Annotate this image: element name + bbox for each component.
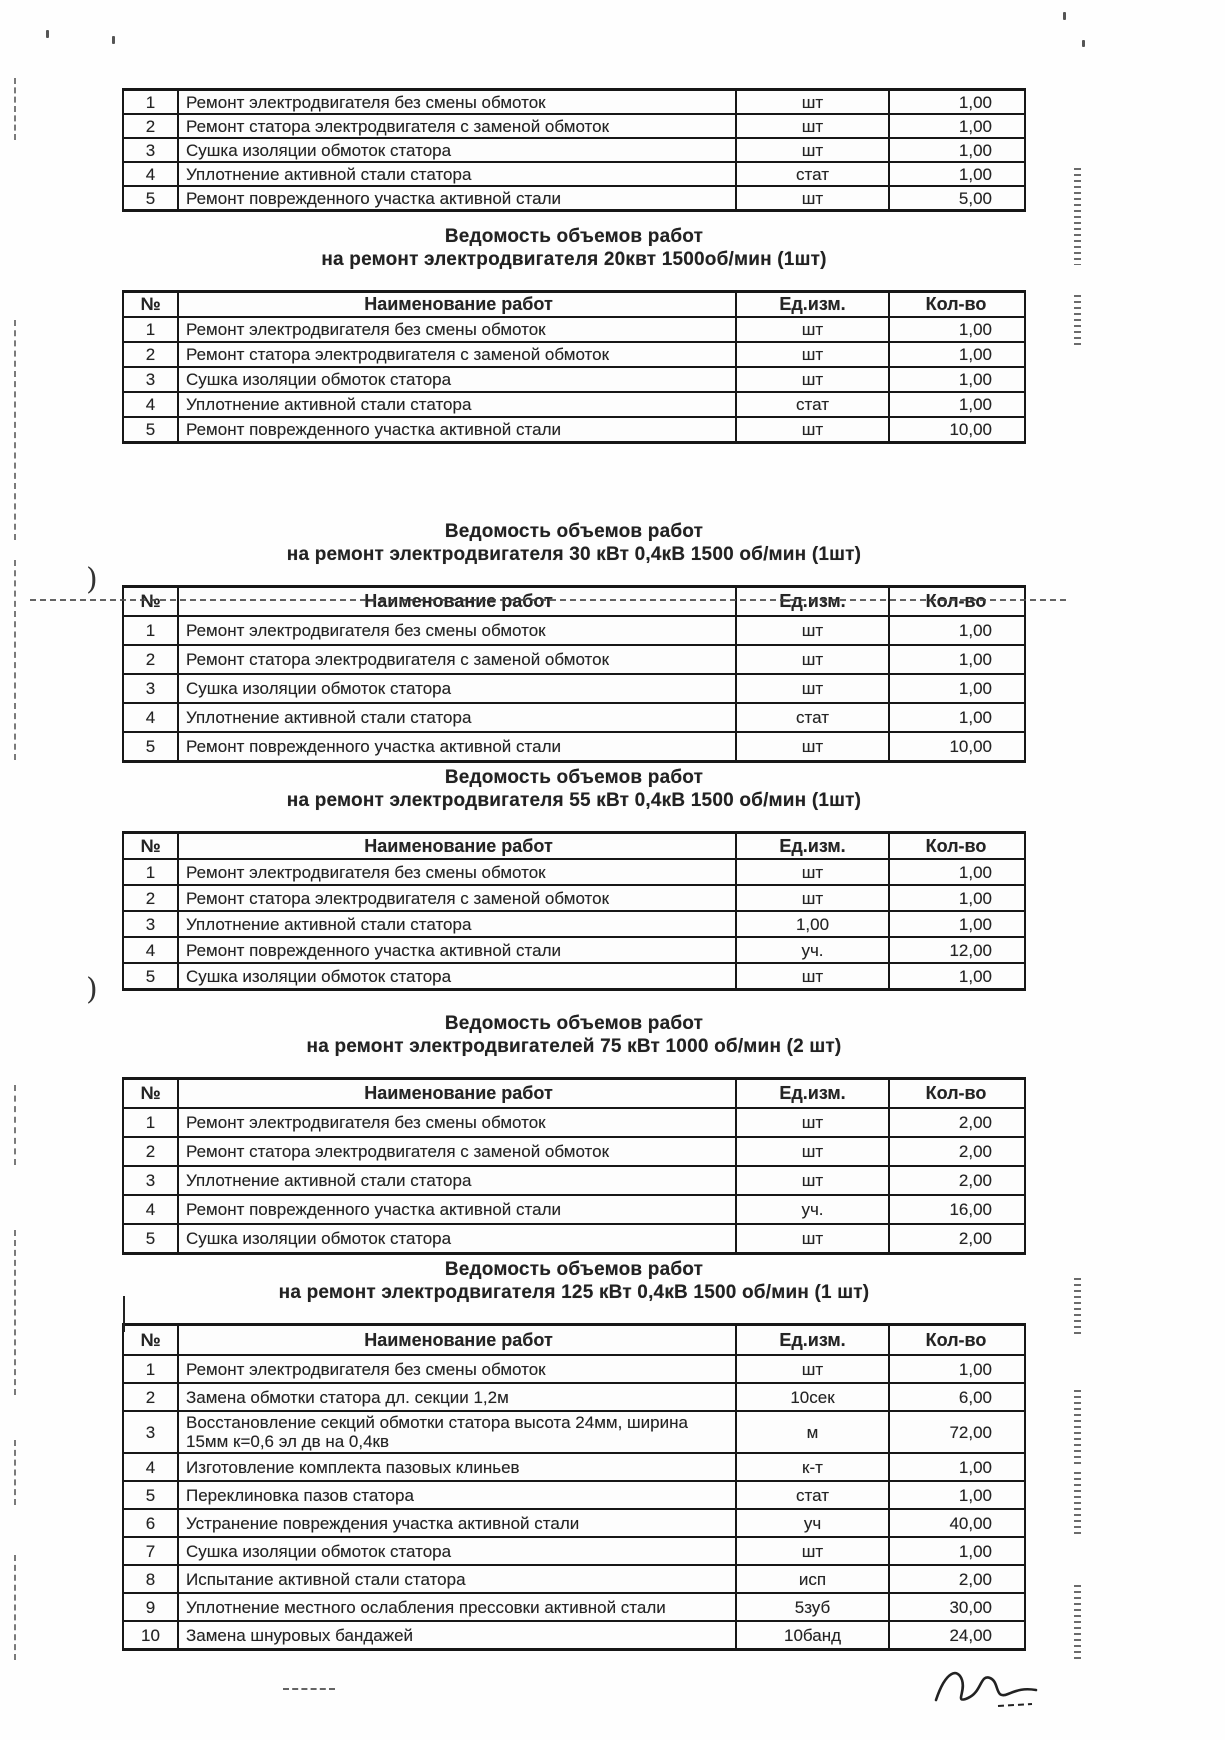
table-row — [124, 1109, 1024, 1138]
scan-artifact — [1074, 168, 1081, 265]
title-line-2: на ремонт электродвигателей 75 кВт 1000 об/мин (2 шт) — [306, 1036, 842, 1057]
section-title — [122, 1012, 1026, 1058]
cell-name: Ремонт поврежденного участка активной стали — [179, 1196, 737, 1223]
table-row — [124, 704, 1024, 733]
cell-num: 10 — [124, 1622, 179, 1648]
cell-qty: 2,00 — [958, 1569, 992, 1589]
cell-qty: 30,00 — [949, 1597, 992, 1617]
cell-qty: 1,00 — [958, 140, 992, 160]
table-header-row — [124, 1080, 1024, 1109]
table-row — [124, 886, 1024, 912]
left-margin-dashed-line — [14, 320, 16, 540]
cell-num: 5 — [124, 964, 179, 988]
scan-artifact — [1074, 295, 1081, 345]
cell-unit: шт — [737, 115, 890, 137]
table-row — [124, 912, 1024, 938]
cell-num: 1 — [124, 318, 179, 341]
table-row — [124, 1167, 1024, 1196]
cell-name: Ремонт статора электродвигателя с заменой обмоток — [179, 343, 737, 366]
work-table-2 — [122, 290, 1026, 444]
table-row — [124, 938, 1024, 964]
cell-qty: 1,00 — [958, 1541, 992, 1561]
table-row — [124, 733, 1024, 760]
cell-num: 4 — [124, 1454, 179, 1480]
table-header-row — [124, 1326, 1024, 1356]
table-header-row — [124, 588, 1024, 617]
cell-num: 3 — [124, 368, 179, 391]
title-line-1: Ведомость объемов работ — [444, 521, 704, 542]
column-header-qty: Кол-во — [925, 1083, 987, 1103]
left-margin-paren-mark: ) — [86, 972, 98, 1007]
cell-name: Устранение повреждения участка активной стали — [179, 1510, 737, 1536]
cell-name: Сушка изоляции обмоток статора — [179, 675, 737, 702]
cell-qty: 1,00 — [958, 345, 992, 364]
table-row — [124, 1356, 1024, 1384]
worksheet-section-3 — [122, 520, 1026, 763]
column-header-unit: Ед.изм. — [737, 834, 890, 858]
table-row — [124, 1622, 1024, 1648]
column-header-unit: Ед.изм. — [737, 1326, 890, 1354]
column-header-qty: Кол-во — [925, 294, 987, 314]
cell-name: Изготовление комплекта пазовых клиньев — [179, 1454, 737, 1480]
column-header-num: № — [124, 1326, 179, 1354]
title-line-2: на ремонт электродвигателя 125 кВт 0,4кВ 1500 об/мин (1 шт) — [278, 1282, 870, 1303]
table-row — [124, 91, 1024, 115]
column-header-num: № — [124, 834, 179, 858]
cell-num: 4 — [124, 163, 179, 185]
cell-qty: 72,00 — [949, 1422, 992, 1442]
cell-qty: 40,00 — [949, 1513, 992, 1533]
worksheet-section-1 — [122, 88, 1026, 212]
cell-qty: 12,00 — [949, 940, 992, 960]
scan-artifact — [1074, 1278, 1081, 1338]
title-line-1: Ведомость объемов работ — [444, 1013, 704, 1034]
cell-qty: 1,00 — [958, 164, 992, 184]
scan-artifact — [1074, 1472, 1081, 1535]
scan-speck — [1082, 40, 1085, 47]
cell-qty: 1,00 — [958, 621, 992, 640]
cell-unit: шт — [737, 646, 890, 673]
cell-name: Сушка изоляции обмоток статора — [179, 368, 737, 391]
cell-qty: 1,00 — [958, 320, 992, 339]
title-line-2: на ремонт электродвигателя 30 кВт 0,4кВ 1500 об/мин (1шт) — [286, 544, 862, 565]
cell-unit: исп — [737, 1566, 890, 1592]
table-row — [124, 1482, 1024, 1510]
table-row — [124, 115, 1024, 139]
cell-qty: 1,00 — [958, 1485, 992, 1505]
left-margin-dashed-line — [14, 1440, 16, 1505]
cell-num: 8 — [124, 1566, 179, 1592]
title-line-1: Ведомость объемов работ — [444, 226, 704, 247]
worksheet-section-4 — [122, 766, 1026, 991]
table-row — [124, 187, 1024, 209]
left-margin-dashed-line — [14, 1085, 16, 1165]
cell-num: 5 — [124, 187, 179, 209]
cell-name: Сушка изоляции обмоток статора — [179, 1538, 737, 1564]
cell-num: 4 — [124, 393, 179, 416]
cell-name: Ремонт статора электродвигателя с заменой обмоток — [179, 115, 737, 137]
column-header-unit: Ед.изм. — [737, 293, 890, 316]
table-row — [124, 418, 1024, 441]
cell-qty: 1,00 — [958, 1457, 992, 1477]
cell-qty: 1,00 — [958, 708, 992, 727]
worksheet-section-6 — [122, 1258, 1026, 1651]
cell-name: Уплотнение активной стали статора — [179, 163, 737, 185]
cell-name: Ремонт поврежденного участка активной стали — [179, 187, 737, 209]
cell-name: Уплотнение активной стали статора — [179, 1167, 737, 1194]
cell-qty: 1,00 — [958, 116, 992, 136]
cell-qty: 2,00 — [958, 1142, 992, 1161]
column-header-name: Наименование работ — [179, 588, 737, 615]
cell-qty: 2,00 — [958, 1171, 992, 1190]
cell-qty: 1,00 — [958, 862, 992, 882]
cell-num: 3 — [124, 139, 179, 161]
table-row — [124, 964, 1024, 988]
cell-num: 4 — [124, 704, 179, 731]
cell-qty: 10,00 — [949, 420, 992, 439]
cell-name: Уплотнение местного ослабления прессовки активной стали — [179, 1594, 737, 1620]
column-header-unit: Ед.изм. — [737, 1080, 890, 1107]
cell-qty: 5,00 — [958, 188, 992, 208]
table-row — [124, 368, 1024, 393]
cell-qty: 2,00 — [958, 1113, 992, 1132]
cell-unit: шт — [737, 418, 890, 441]
cell-num: 5 — [124, 418, 179, 441]
column-header-unit: Ед.изм. — [737, 588, 890, 615]
table-header-row — [124, 834, 1024, 860]
scan-speck — [46, 30, 49, 38]
table-row — [124, 1138, 1024, 1167]
cell-qty: 1,00 — [958, 92, 992, 112]
cell-name: Переклиновка пазов статора — [179, 1482, 737, 1508]
cell-name: Ремонт поврежденного участка активной стали — [179, 418, 737, 441]
cell-num: 4 — [124, 938, 179, 962]
cell-name: Ремонт электродвигателя без смены обмоток — [179, 860, 737, 884]
cell-num: 2 — [124, 343, 179, 366]
table-row — [124, 1412, 1024, 1454]
cell-name: Испытание активной стали статора — [179, 1566, 737, 1592]
cell-qty: 1,00 — [958, 370, 992, 389]
column-header-name: Наименование работ — [179, 293, 737, 316]
cell-num: 2 — [124, 1138, 179, 1165]
left-margin-dashed-line — [14, 1230, 16, 1395]
cell-unit: шт — [737, 1538, 890, 1564]
table-row — [124, 675, 1024, 704]
cell-qty: 10,00 — [949, 737, 992, 756]
cell-name: Замена обмотки статора дл. секции 1,2м — [179, 1384, 737, 1410]
cell-qty: 6,00 — [958, 1387, 992, 1407]
cell-unit: уч — [737, 1510, 890, 1536]
cell-name: Замена шнуровых бандажей — [179, 1622, 737, 1648]
cell-qty: 1,00 — [958, 914, 992, 934]
cell-num: 1 — [124, 617, 179, 644]
cell-unit: шт — [737, 91, 890, 113]
cell-name: Сушка изоляции обмоток статора — [179, 964, 737, 988]
table-row — [124, 646, 1024, 675]
cell-unit: стат — [737, 1482, 890, 1508]
table-row — [124, 163, 1024, 187]
table-row — [124, 1384, 1024, 1412]
left-margin-dashed-line — [14, 78, 16, 140]
column-header-qty: Кол-во — [925, 835, 987, 856]
cell-qty: 2,00 — [958, 1229, 992, 1248]
table-row — [124, 1196, 1024, 1225]
cell-num: 7 — [124, 1538, 179, 1564]
cell-unit: стат — [737, 393, 890, 416]
stray-table-line — [123, 1296, 125, 1332]
table-row — [124, 318, 1024, 343]
table-row — [124, 1510, 1024, 1538]
title-line-2: на ремонт электродвигателя 20квт 1500об/мин (1шт) — [321, 249, 827, 270]
cell-qty: 1,00 — [958, 395, 992, 414]
cell-num: 9 — [124, 1594, 179, 1620]
column-header-num: № — [124, 1080, 179, 1107]
table-row — [124, 617, 1024, 646]
worksheet-section-2 — [122, 225, 1026, 444]
cell-num: 6 — [124, 1510, 179, 1536]
table-row — [124, 343, 1024, 368]
column-header-qty: Кол-во — [925, 1329, 987, 1350]
cell-qty: 24,00 — [949, 1625, 992, 1645]
title-line-1: Ведомость объемов работ — [444, 1259, 704, 1280]
dashed-scan-line — [30, 599, 1066, 601]
cell-qty: 1,00 — [958, 650, 992, 669]
cell-qty: 1,00 — [958, 888, 992, 908]
table-row — [124, 1538, 1024, 1566]
cell-name: Ремонт электродвигателя без смены обмоток — [179, 617, 737, 644]
cell-name: Сушка изоляции обмоток статора — [179, 139, 737, 161]
cell-num: 2 — [124, 646, 179, 673]
cell-num: 2 — [124, 1384, 179, 1410]
cell-num: 3 — [124, 1167, 179, 1194]
work-table-4 — [122, 831, 1026, 991]
table-row — [124, 1594, 1024, 1622]
cell-name: Ремонт поврежденного участка активной стали — [179, 938, 737, 962]
cell-unit: 1,00 — [737, 912, 890, 936]
work-table-6 — [122, 1323, 1026, 1651]
scan-artifact — [1074, 1390, 1081, 1468]
work-table-3 — [122, 585, 1026, 763]
table-row — [124, 1566, 1024, 1594]
worksheet-section-5 — [122, 1012, 1026, 1255]
cell-unit: шт — [737, 368, 890, 391]
cell-qty: 1,00 — [958, 679, 992, 698]
column-header-name: Наименование работ — [179, 834, 737, 858]
cell-num: 1 — [124, 1109, 179, 1136]
cell-name: Ремонт электродвигателя без смены обмоток — [179, 1109, 737, 1136]
work-table-5 — [122, 1077, 1026, 1255]
cell-unit: уч. — [737, 938, 890, 962]
cell-unit: шт — [737, 733, 890, 760]
section-title — [122, 225, 1026, 271]
cell-unit: шт — [737, 1356, 890, 1382]
section-title — [122, 766, 1026, 812]
cell-unit: шт — [737, 1138, 890, 1165]
title-line-2: на ремонт электродвигателя 55 кВт 0,4кВ 1500 об/мин (1шт) — [286, 790, 862, 811]
table-header-row — [124, 293, 1024, 318]
cell-qty: 16,00 — [949, 1200, 992, 1219]
cell-name: Ремонт статора электродвигателя с заменой обмоток — [179, 1138, 737, 1165]
cell-num: 3 — [124, 912, 179, 936]
scan-speck — [1063, 12, 1066, 20]
cell-unit: стат — [737, 704, 890, 731]
cell-unit: к-т — [737, 1454, 890, 1480]
cell-num: 2 — [124, 115, 179, 137]
cell-unit: шт — [737, 1225, 890, 1252]
cell-num: 3 — [124, 1412, 179, 1452]
column-header-num: № — [124, 293, 179, 316]
cell-unit: м — [737, 1412, 890, 1452]
cell-unit: шт — [737, 1167, 890, 1194]
cell-unit: шт — [737, 139, 890, 161]
cell-name: Уплотнение активной стали статора — [179, 704, 737, 731]
left-margin-paren-mark: ) — [86, 562, 98, 597]
left-margin-dashed-line — [14, 560, 16, 760]
left-margin-dashed-line — [14, 1555, 16, 1660]
cell-unit: шт — [737, 675, 890, 702]
cell-unit: шт — [737, 318, 890, 341]
cell-name: Уплотнение активной стали статора — [179, 912, 737, 936]
cell-unit: стат — [737, 163, 890, 185]
cell-name: Ремонт электродвигателя без смены обмоток — [179, 91, 737, 113]
column-header-num: № — [124, 588, 179, 615]
bottom-dashed-mark — [283, 1688, 335, 1690]
scan-artifact — [1074, 1585, 1081, 1662]
cell-name: Уплотнение активной стали статора — [179, 393, 737, 416]
cell-unit: 10банд — [737, 1622, 890, 1648]
cell-num: 1 — [124, 91, 179, 113]
section-title — [122, 1258, 1026, 1304]
table-row — [124, 393, 1024, 418]
cell-num: 3 — [124, 675, 179, 702]
cell-name: Ремонт статора электродвигателя с заменой обмоток — [179, 886, 737, 910]
section-title — [122, 520, 1026, 566]
cell-num: 4 — [124, 1196, 179, 1223]
cell-qty: 1,00 — [958, 1359, 992, 1379]
cell-num: 1 — [124, 1356, 179, 1382]
cell-unit: уч. — [737, 1196, 890, 1223]
cell-qty: 1,00 — [958, 966, 992, 986]
column-header-name: Наименование работ — [179, 1080, 737, 1107]
cell-unit: 10сек — [737, 1384, 890, 1410]
work-table-1 — [122, 88, 1026, 212]
cell-name: Ремонт электродвигателя без смены обмоток — [179, 318, 737, 341]
cell-unit: шт — [737, 187, 890, 209]
cell-unit: шт — [737, 1109, 890, 1136]
column-header-qty: Кол-во — [925, 591, 987, 611]
cell-num: 5 — [124, 1482, 179, 1508]
cell-unit: шт — [737, 343, 890, 366]
cell-unit: шт — [737, 886, 890, 910]
cell-name: Ремонт электродвигателя без смены обмоток — [179, 1356, 737, 1382]
cell-name: Восстановление секций обмотки статора высота 24мм, ширина 15мм к=0,6 эл дв на 0,4кв — [179, 1412, 737, 1452]
column-header-name: Наименование работ — [179, 1326, 737, 1354]
cell-unit: шт — [737, 860, 890, 884]
cell-num: 5 — [124, 733, 179, 760]
title-line-1: Ведомость объемов работ — [444, 767, 704, 788]
cell-num: 2 — [124, 886, 179, 910]
scan-speck — [112, 36, 115, 44]
table-row — [124, 860, 1024, 886]
cell-name: Сушка изоляции обмоток статора — [179, 1225, 737, 1252]
cell-unit: 5зуб — [737, 1594, 890, 1620]
table-row — [124, 139, 1024, 163]
cell-name: Ремонт статора электродвигателя с заменой обмоток — [179, 646, 737, 673]
table-row — [124, 1225, 1024, 1252]
table-row — [124, 1454, 1024, 1482]
cell-unit: шт — [737, 964, 890, 988]
cell-num: 1 — [124, 860, 179, 884]
signature-scribble — [928, 1662, 1043, 1714]
cell-num: 5 — [124, 1225, 179, 1252]
cell-name: Ремонт поврежденного участка активной стали — [179, 733, 737, 760]
cell-unit: шт — [737, 617, 890, 644]
